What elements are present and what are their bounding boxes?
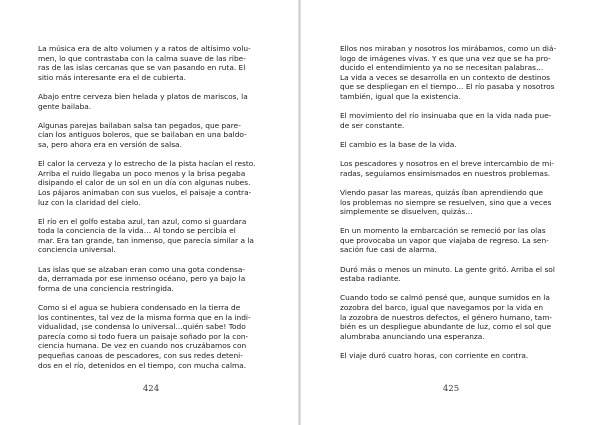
paragraph: Duró más o menos un minuto. La gente gritó. Arriba el sol estaba radiante.: [340, 264, 555, 284]
paragraph: Algunas parejas bailaban salsa tan pegados, que pare- cían los antiguos boleros, que se bailaban en una baldo- sa, pero ahora era en versión de salsa.: [38, 120, 247, 149]
paragraph: Como si el agua se hubiera condensado en la tierra de los continentes, tal vez de la misma forma que en la indi- vidualidad, ¡se condensa lo universal…quién sabe! Todo parecía como si todo fuera un paisaje soñado por la con- ciencia humana. De vez en cuando nos cruzábamos con pequeñas canoas de pescadores, con sus redes deteni- dos en el río, detenidos en el tiempo, con mucha calma.: [38, 303, 251, 370]
paragraph: En un momento la embarcación se remeció por las olas que provocaba un vapor que viajaba de regreso. La sen- sación fue casi de alarma.: [340, 226, 549, 255]
page-number: 425: [442, 384, 460, 394]
paragraph: Cuando todo se calmó pensé que, aunque sumidos en la zozobra del barco, igual que navegamos por la vida en la zozobra de nuestros defectos, el género humano, tam- bién es un despliegue abundante de luz, como el sol que alumbraba anunciando una esperanza.: [340, 293, 553, 341]
paragraph: Abajo entre cerveza bien helada y platos de mariscos, la gente bailaba.: [38, 91, 248, 111]
page-number: 424: [142, 384, 160, 394]
paragraph: El viaje duró cuatro horas, con corriente en contra.: [340, 351, 529, 360]
left-page: [0, 0, 298, 425]
paragraph: El movimiento del río insinuaba que en la vida nada pue- de ser constante.: [340, 111, 552, 130]
paragraph: El río en el golfo estaba azul, tan azul, como si guardara toda la conciencia de la vida… Al tondo se percibía el mar. Era tan grande, tan inmenso, que parecía similar a la conciencia universal.: [38, 216, 254, 255]
right-page: [301, 0, 600, 425]
right-page-text: [340, 44, 566, 370]
paragraph: El calor la cerveza y lo estrecho de la pista hacían el resto. Arriba el ruido llegaba un poco menos y la brisa pegaba disipando el calor de un sol en un día con algunas nubes. Los pájaros animaban con sus vuelos, el paisaje a contra- luz con la claridad del cielo.: [38, 159, 256, 207]
paragraph: Las islas que se alzaban eran como una gota condensa- da, derramada por ese inmenso océano, pero ya bajo la forma de una conciencia restringida.: [38, 264, 246, 293]
paragraph: Los pescadores y nosotros en el breve intercambio de mi- radas, seguíamos ensimismados en nuestros problemas.: [340, 159, 554, 178]
left-page-text: [38, 44, 264, 380]
paragraph: El cambio es la base de la vida.: [340, 139, 457, 149]
paragraph: Ellos nos miraban y nosotros los mirábamos, como un diá- logo de imágenes vivas. Y es que una vez que se ha pro- ducido el entendimiento ya no se necesitan palabras… La vida a veces se desarrolla en un contexto de destinos que se despliegan en el tiempo… El río pasaba y nosotros también, igual que la existencia.: [340, 44, 557, 101]
paragraph: Viendo pasar las mareas, quizás íban aprendiendo que los problemas no siempre se resuelven, sino que a veces simplemente se disuelven, quizás…: [340, 187, 552, 217]
paragraph: La música era de alto volumen y a ratos de altísimo volu- men, lo que contrastaba con la calma suave de las ribe- ras de las islas cercanas que se van pasando en ruta. El sitio más interesante era el de cubierta.: [38, 44, 251, 82]
